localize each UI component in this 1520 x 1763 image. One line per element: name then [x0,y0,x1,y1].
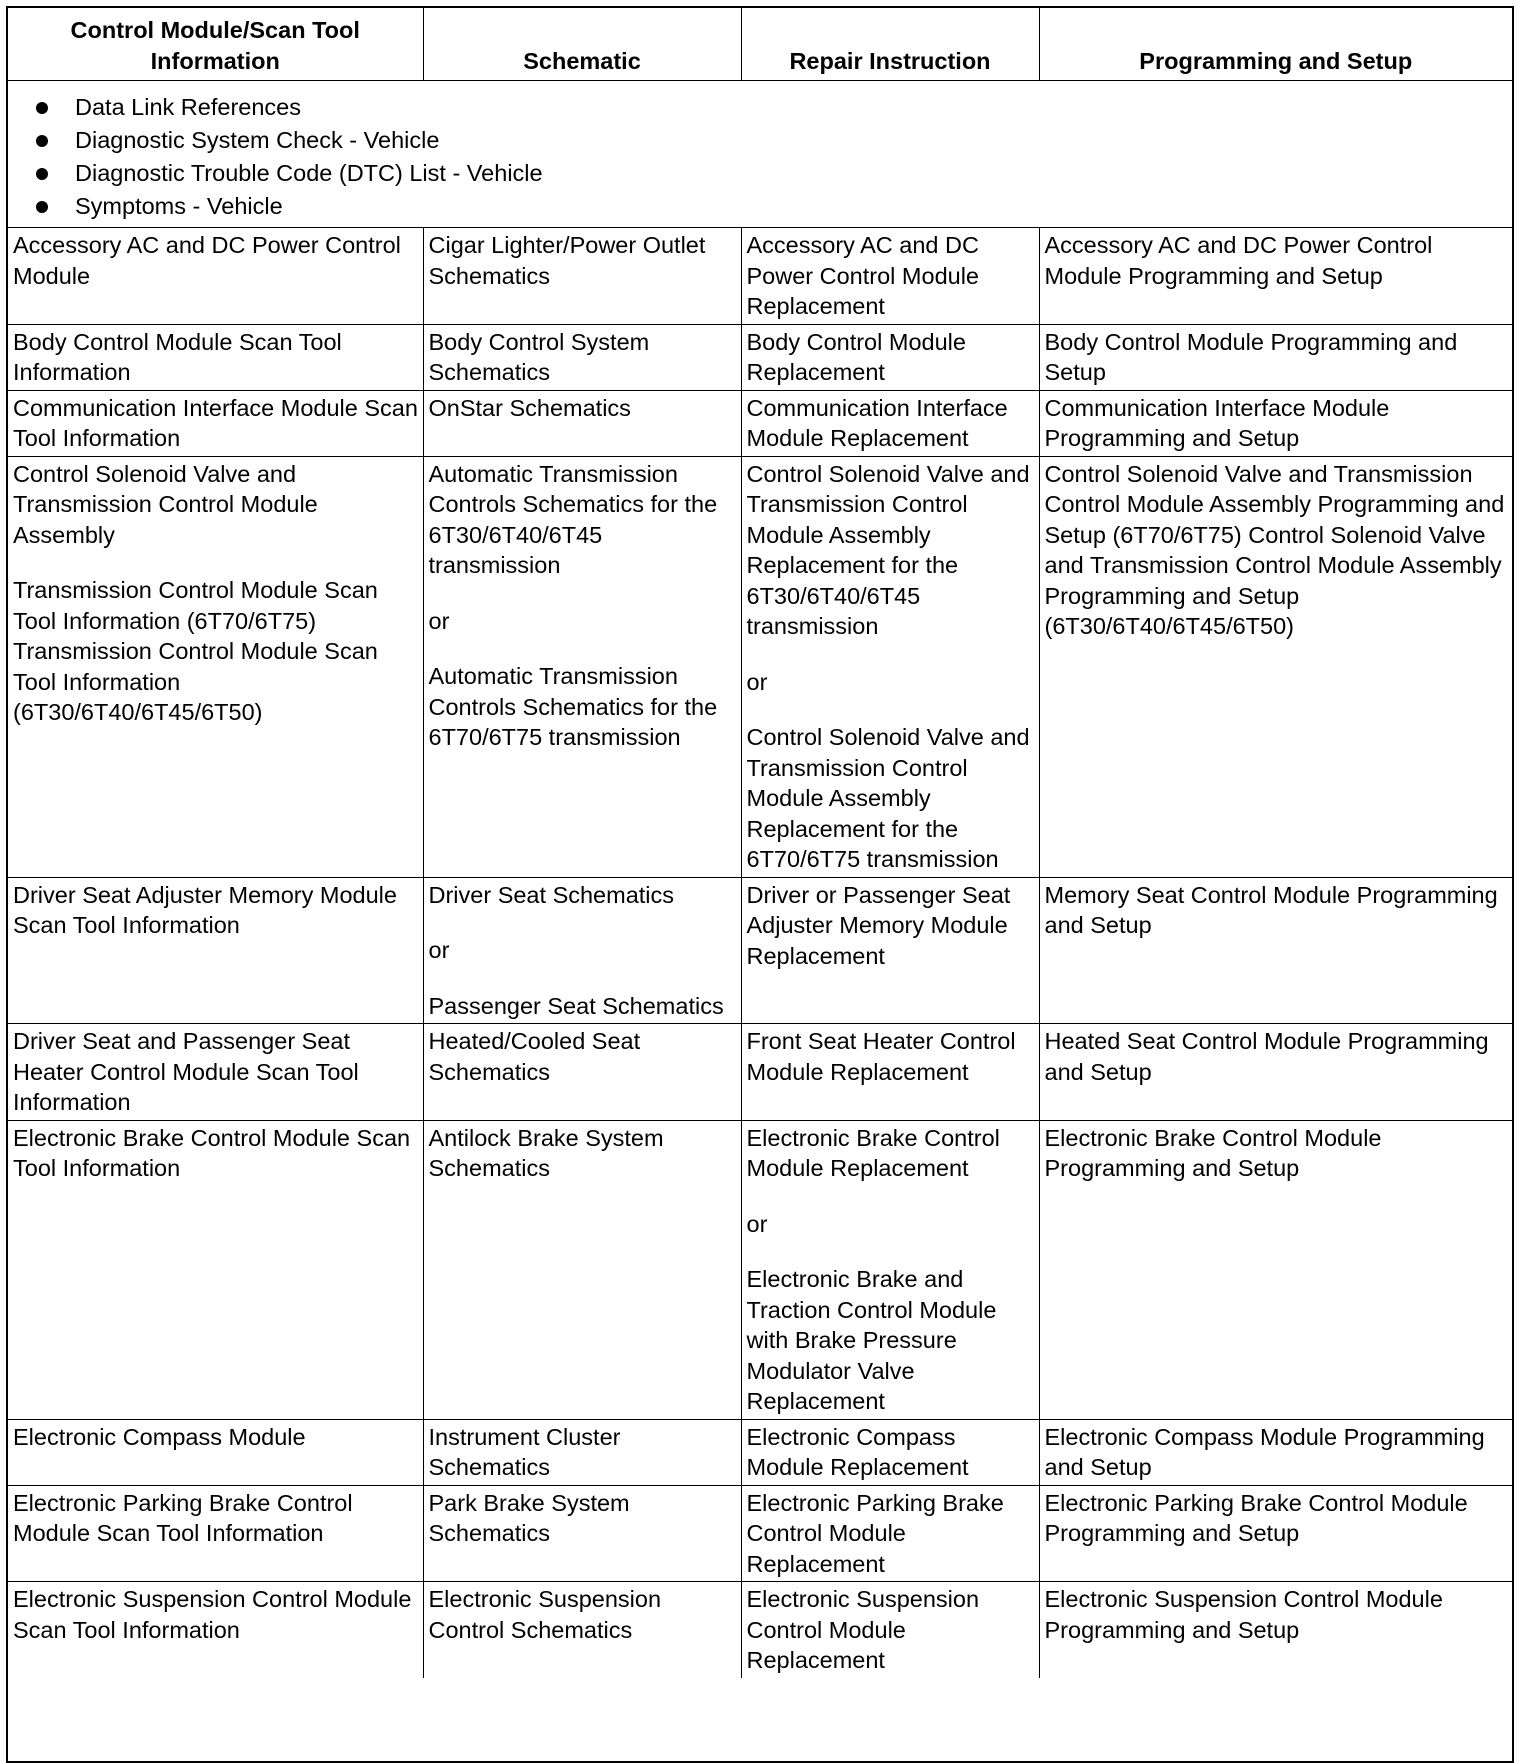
module-cell [8,1419,423,1485]
cell-link[interactable]: Electronic Brake and Traction Control Module with Brake Pressure Modulator Valve Replacement [746,1266,997,1414]
cell-link[interactable]: Electronic Compass Module Replacement [746,1423,969,1480]
cell-link[interactable]: Transmission Control Module Scan Tool Information (6T70/6T75) Transmission Control Module Scan Tool Information (6T30/6T40/6T45/6T50) [13,577,378,725]
cell-link[interactable]: Front Seat Heater Control Module Replacement [746,1028,1016,1085]
cell-link[interactable]: Control Solenoid Valve and Transmission Control Module Assembly Programming and Setup (6T70/6T75) Control Solenoid Valve and Transmission Control Module Assembly Programming and Setup (6T30/6T40/6T45/6T50) [1044,460,1505,639]
table-row [8,228,1512,325]
module-cell [8,1120,423,1419]
schematic-cell [423,1582,741,1678]
cell-link[interactable]: Electronic Suspension Control Module Replacement [746,1586,980,1673]
repair-cell [741,390,1039,456]
cell-link[interactable]: Driver Seat and Passenger Seat Heater Control Module Scan Tool Information [13,1028,359,1115]
cell-link[interactable]: Automatic Transmission Controls Schematics for the 6T30/6T40/6T45 transmission [428,460,718,578]
cell-link[interactable]: Electronic Compass Module Programming and Setup [1044,1423,1485,1480]
cell-link[interactable]: Body Control Module Scan Tool Information [13,328,342,385]
header-module-info: Control Module/Scan Tool Information [8,8,423,81]
cell-link[interactable]: Electronic Brake Control Module Scan Tool Information [13,1124,411,1181]
module-cell [8,1582,423,1678]
or-separator: or [746,1210,768,1237]
schematic-cell [423,877,741,1024]
schematic-cell [423,1485,741,1582]
cell-link[interactable]: Electronic Compass Module [13,1423,306,1450]
schematic-cell [423,1024,741,1121]
module-cell [8,1024,423,1121]
cell-link[interactable]: Park Brake System Schematics [428,1489,630,1546]
schematic-cell [423,390,741,456]
cell-link[interactable]: Driver Seat Adjuster Memory Module Scan Tool Information [13,881,397,938]
repair-cell [741,1485,1039,1582]
cell-link[interactable]: Accessory AC and DC Power Control Module Replacement [746,232,979,319]
reference-link[interactable]: Diagnostic System Check - Vehicle [75,127,440,153]
programming-cell [1039,1024,1512,1121]
cell-link[interactable]: Accessory AC and DC Power Control Module Programming and Setup [1044,232,1433,289]
reference-item[interactable] [33,190,1508,223]
cell-link[interactable]: Control Solenoid Valve and Transmission Control Module Assembly Replacement for the 6T30/6T40/6T45 transmission [746,460,1030,639]
header-repair-instruction: Repair Instruction [741,8,1039,81]
repair-cell [741,1419,1039,1485]
repair-cell [741,324,1039,390]
references-row [8,81,1512,228]
cell-link[interactable]: Communication Interface Module Scan Tool Information [13,394,418,451]
table-header-row [8,8,1512,81]
module-cell [8,390,423,456]
programming-cell [1039,390,1512,456]
cell-link[interactable]: Control Solenoid Valve and Transmission Control Module Assembly Replacement for the 6T70/6T75 transmission [746,724,1030,872]
reference-item[interactable] [33,91,1508,124]
or-separator: or [428,937,450,963]
programming-cell [1039,1582,1512,1678]
cell-link[interactable]: Electronic Suspension Control Module Scan Tool Information [13,1586,412,1643]
table-row [8,1485,1512,1582]
repair-cell [741,1582,1039,1678]
programming-cell [1039,877,1512,1024]
module-cell [8,324,423,390]
cell-link[interactable]: Antilock Brake System Schematics [428,1124,664,1181]
reference-item[interactable] [33,124,1508,157]
bullet-icon [36,102,48,114]
programming-cell [1039,1485,1512,1582]
or-separator: or [428,607,450,634]
cell-link[interactable]: Control Solenoid Valve and Transmission Control Module Assembly [13,460,318,548]
reference-item[interactable] [33,157,1508,190]
cell-link[interactable]: OnStar Schematics [428,394,631,421]
table-row [8,1024,1512,1121]
cell-link[interactable]: Accessory AC and DC Power Control Module [13,232,401,289]
repair-cell [741,456,1039,877]
cell-link[interactable]: Instrument Cluster Schematics [428,1423,621,1480]
module-cell [8,456,423,877]
module-cell [8,1485,423,1582]
cell-link[interactable]: Electronic Parking Brake Control Module Replacement [746,1489,1004,1577]
programming-cell [1039,1419,1512,1485]
cell-link[interactable]: Passenger Seat Schematics [428,992,724,1019]
table-row [8,390,1512,456]
cell-link[interactable]: Heated Seat Control Module Programming and Setup [1044,1028,1489,1085]
table-row [8,1120,1512,1419]
programming-cell [1039,324,1512,390]
programming-cell [1039,228,1512,325]
cell-link[interactable]: Heated/Cooled Seat Schematics [428,1028,641,1085]
cell-link[interactable]: Communication Interface Module Programming and Setup [1044,394,1390,451]
cell-link[interactable]: Communication Interface Module Replacement [746,394,1008,451]
table-row [8,324,1512,390]
programming-cell [1039,1120,1512,1419]
schematic-cell [423,324,741,390]
schematic-cell [423,456,741,877]
reference-list [13,83,1508,225]
module-cell [8,228,423,325]
table-row [8,456,1512,877]
or-separator: or [746,668,768,695]
schematic-cell [423,1120,741,1419]
cell-link[interactable]: Electronic Brake Control Module Programming and Setup [1044,1124,1382,1181]
table-row [8,1419,1512,1485]
cell-link[interactable]: Electronic Brake Control Module Replacement [746,1124,1000,1181]
cell-link[interactable]: Driver or Passenger Seat Adjuster Memory Module Replacement [746,881,1011,969]
document-table-frame [6,6,1514,1763]
cell-link[interactable]: Electronic Parking Brake Control Module Scan Tool Information [13,1489,353,1546]
cell-link[interactable]: Electronic Parking Brake Control Module Programming and Setup [1044,1489,1468,1546]
module-cell [8,877,423,1024]
reference-link[interactable]: Diagnostic Trouble Code (DTC) List - Vehicle [75,160,543,186]
reference-link[interactable]: Symptoms - Vehicle [75,193,283,219]
cell-link[interactable]: Memory Seat Control Module Programming and Setup [1044,881,1498,938]
repair-cell [741,877,1039,1024]
module-reference-table [8,8,1512,1678]
reference-link[interactable]: Data Link References [75,94,301,120]
cell-link[interactable]: Electronic Suspension Control Module Programming and Setup [1044,1586,1443,1643]
table-row [8,877,1512,1024]
repair-cell [741,1024,1039,1121]
cell-link[interactable]: Body Control System Schematics [428,328,650,385]
header-schematic: Schematic [423,8,741,81]
cell-link[interactable]: Automatic Transmission Controls Schematics for the 6T70/6T75 transmission [428,663,718,750]
programming-cell [1039,456,1512,877]
schematic-cell [423,1419,741,1485]
table-row [8,1582,1512,1678]
cell-link[interactable]: Body Control Module Replacement [746,328,966,385]
bullet-icon [36,135,48,147]
header-programming-setup: Programming and Setup [1039,8,1512,81]
bullet-icon [36,168,48,180]
cell-link[interactable]: Cigar Lighter/Power Outlet Schematics [428,232,706,289]
schematic-cell [423,228,741,325]
cell-link[interactable]: Electronic Suspension Control Schematics [428,1586,662,1643]
cell-link[interactable]: Body Control Module Programming and Setup [1044,328,1458,385]
repair-cell [741,1120,1039,1419]
repair-cell [741,228,1039,325]
cell-link[interactable]: Driver Seat Schematics [428,881,675,908]
references-cell [8,81,1512,228]
bullet-icon [36,201,48,213]
